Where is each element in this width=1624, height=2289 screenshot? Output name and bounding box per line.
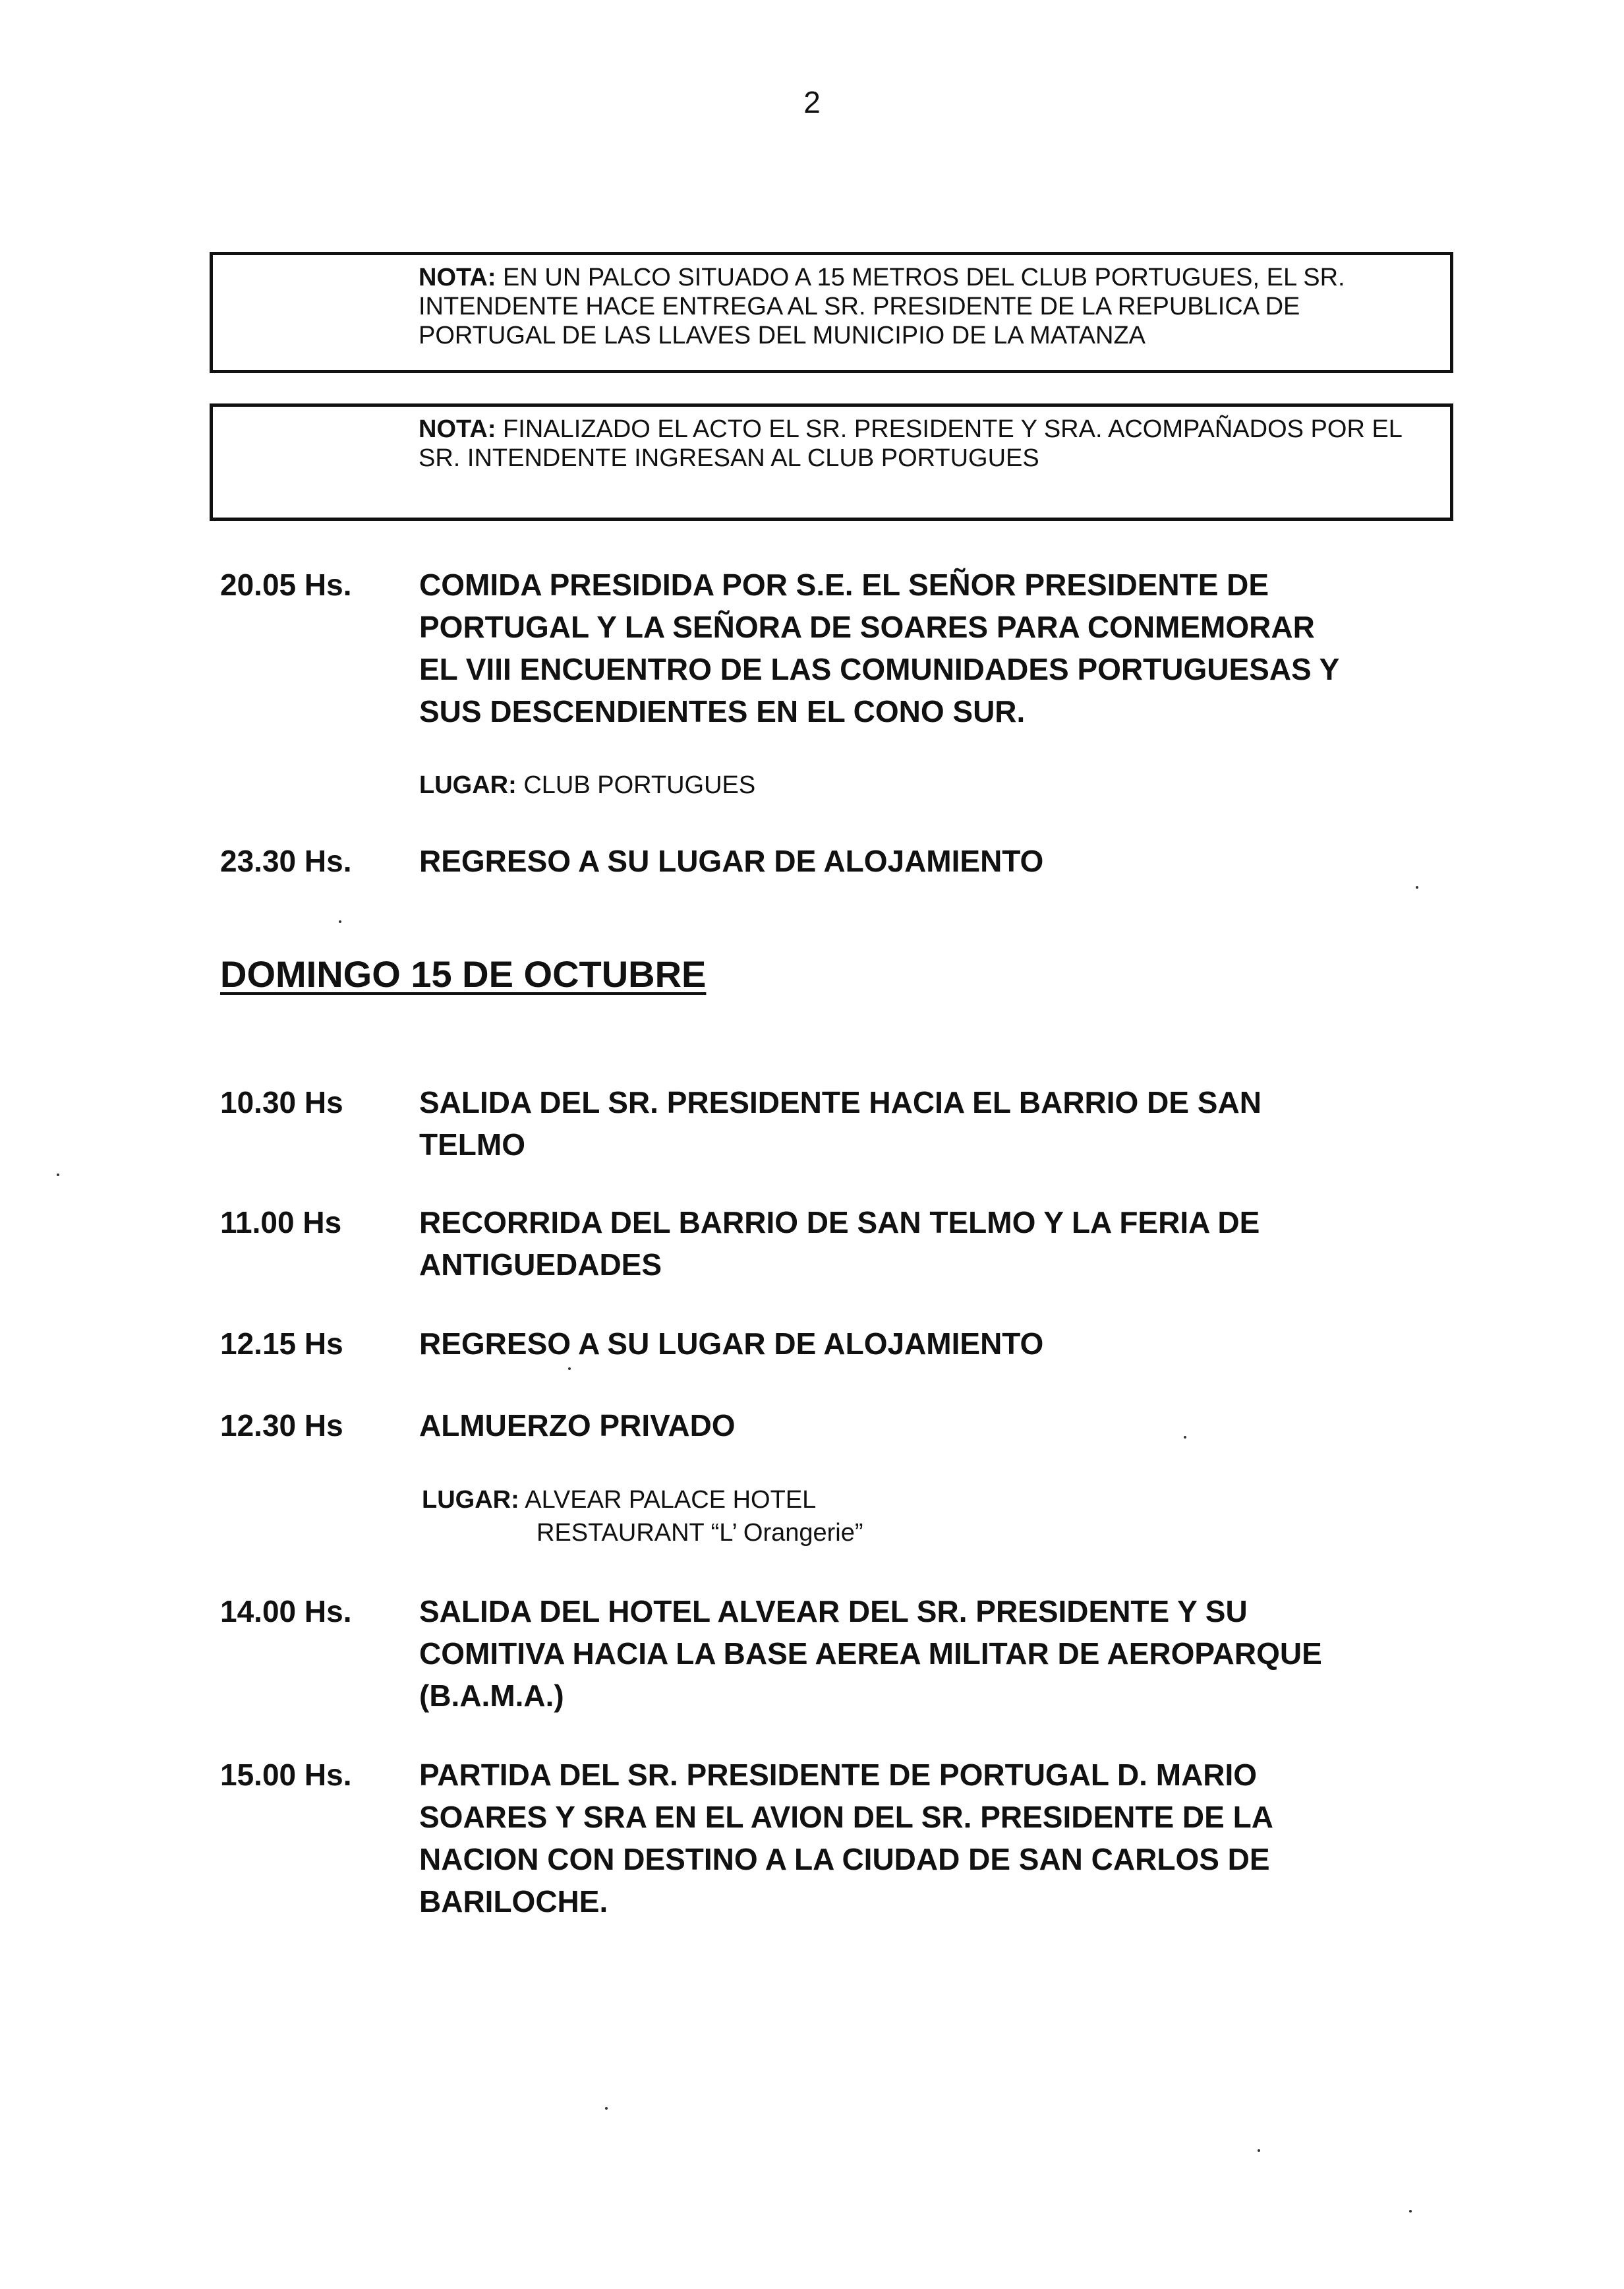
entry-time: 15.00 Hs.	[220, 1758, 352, 1792]
scan-speck	[1416, 886, 1418, 889]
entry-place	[422, 1483, 863, 1549]
entry-description: RECORRIDA DEL BARRIO DE SAN TELMO Y LA FERIA DE ANTIGUEDADES	[419, 1205, 1260, 1282]
entry-place	[419, 769, 755, 802]
place-label: LUGAR:	[419, 771, 517, 799]
entry-time: 20.05 Hs.	[220, 568, 352, 602]
entry-description: REGRESO A SU LUGAR DE ALOJAMIENTO	[419, 1326, 1044, 1361]
page-number: 2	[803, 85, 821, 119]
scan-speck	[1184, 1436, 1186, 1439]
scan-speck	[1409, 2210, 1412, 2213]
note-text: FINALIZADO EL ACTO EL SR. PRESIDENTE Y SRA. ACOMPAÑADOS POR EL SR. INTENDENTE INGRESAN AL CLUB PORTUGUES	[419, 415, 1402, 472]
entry-description: COMIDA PRESIDIDA POR S.E. EL SEÑOR PRESIDENTE DE PORTUGAL Y LA SEÑORA DE SOARES PARA CONMEMORAR EL VIII ENCUENTRO DE LAS COMUNIDADES PORTUGUESAS Y SUS DESCENDIENTES EN EL CONO SUR.	[419, 568, 1340, 728]
entry-description: ALMUERZO PRIVADO	[419, 1408, 736, 1442]
scan-speck	[1258, 2149, 1260, 2152]
day-heading: DOMINGO 15 DE OCTUBRE	[220, 953, 707, 995]
entry-time: 10.30 Hs	[220, 1085, 343, 1119]
place-value: CLUB PORTUGUES	[516, 771, 756, 799]
entry-time: 14.00 Hs.	[220, 1594, 352, 1628]
entry-description: SALIDA DEL HOTEL ALVEAR DEL SR. PRESIDENTE Y SU COMITIVA HACIA LA BASE AEREA MILITAR DE AEROPARQUE (B.A.M.A.)	[419, 1594, 1322, 1713]
place-value: ALVEAR PALACE HOTEL	[519, 1486, 817, 1514]
note-box-keys-ceremony	[210, 252, 1453, 373]
place-label: LUGAR:	[422, 1486, 519, 1514]
note-box-club-entry	[210, 403, 1453, 521]
place-value-secondary: RESTAURANT “L’ Orangerie”	[536, 1519, 863, 1547]
scan-speck	[605, 2107, 608, 2110]
entry-description: PARTIDA DEL SR. PRESIDENTE DE PORTUGAL D. MARIO SOARES Y SRA EN EL AVION DEL SR. PRESIDENTE DE LA NACION CON DESTINO A LA CIUDAD DE SAN CARLOS DE BARILOCHE.	[419, 1758, 1273, 1918]
entry-description: REGRESO A SU LUGAR DE ALOJAMIENTO	[419, 844, 1044, 878]
entry-time: 12.30 Hs	[220, 1408, 343, 1442]
scan-speck	[339, 920, 341, 923]
entry-time: 12.15 Hs	[220, 1326, 343, 1361]
entry-time: 23.30 Hs.	[220, 844, 352, 878]
scan-speck	[568, 1367, 571, 1370]
entry-description: SALIDA DEL SR. PRESIDENTE HACIA EL BARRIO DE SAN TELMO	[419, 1085, 1262, 1162]
note-label: NOTA:	[419, 415, 496, 443]
scan-speck	[57, 1174, 59, 1176]
note-text: EN UN PALCO SITUADO A 15 METROS DEL CLUB PORTUGUES, EL SR. INTENDENTE HACE ENTREGA AL SR. PRESIDENTE DE LA REPUBLICA DE PORTUGAL DE LAS LLAVES DEL MUNICIPIO DE LA MATANZA	[419, 264, 1345, 349]
note-label: NOTA:	[419, 264, 496, 291]
entry-time: 11.00 Hs	[220, 1205, 342, 1239]
